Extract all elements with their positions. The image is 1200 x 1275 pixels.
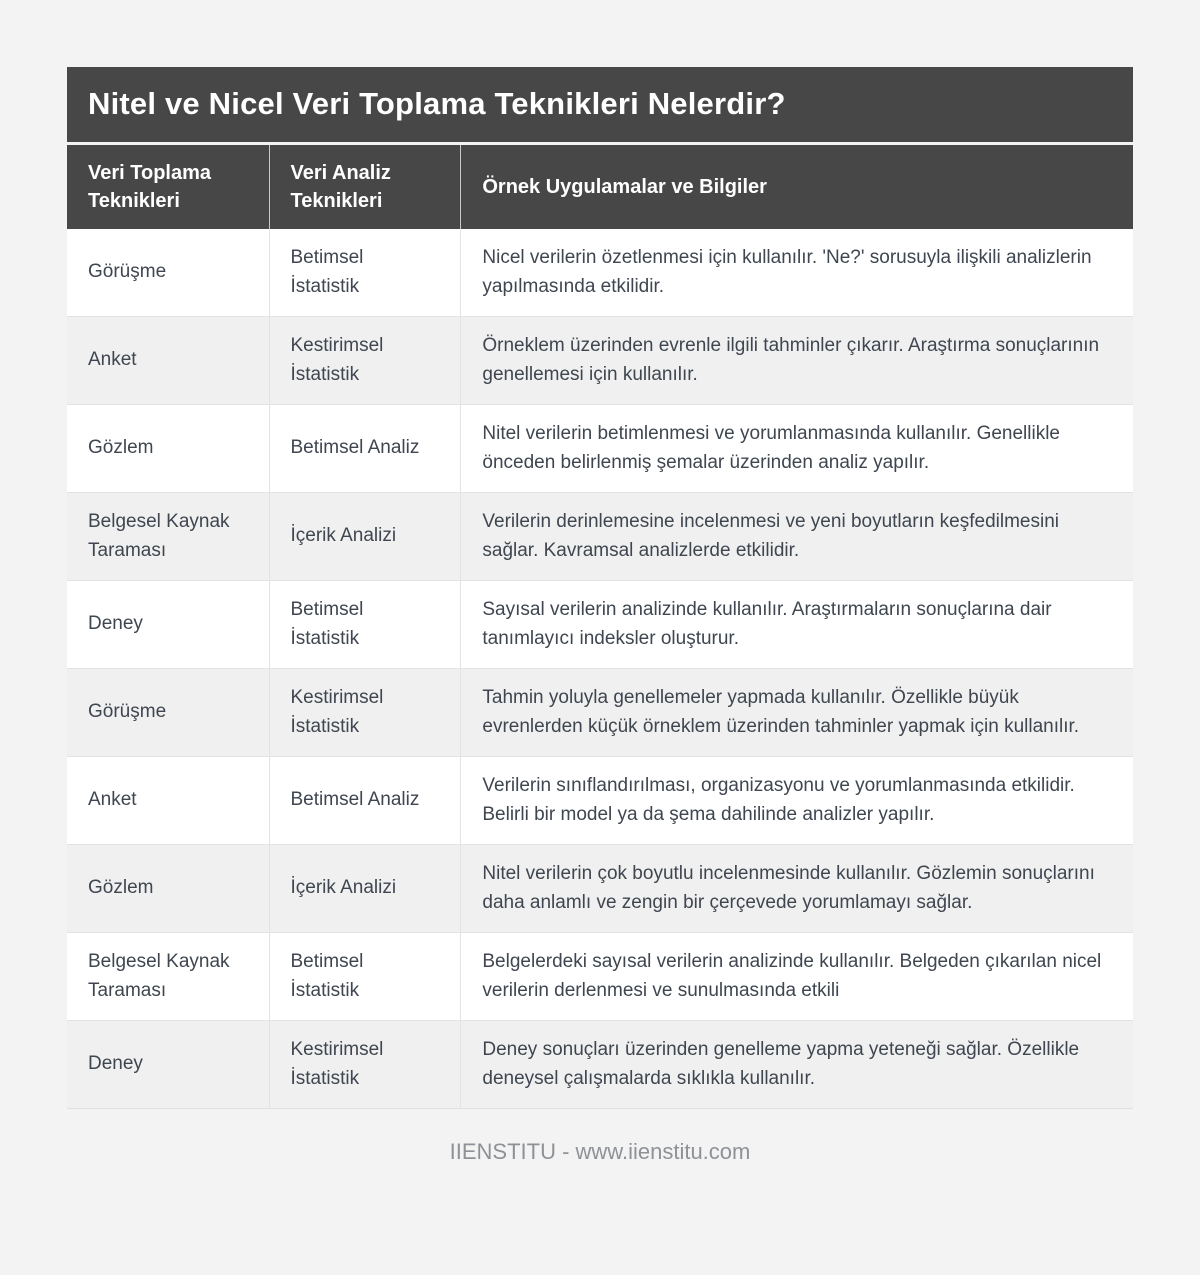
cell-details: Nitel verilerin betimlenmesi ve yorumlanmasında kullanılır. Genellikle önceden belirlenmiş şemalar üzerinden analiz yapılır.: [461, 405, 1133, 493]
column-header-collection-techniques: Veri Toplama Teknikleri: [67, 145, 269, 229]
table-row: [67, 757, 1133, 845]
cell-collection-technique: Görüşme: [67, 229, 269, 317]
cell-analysis-technique: Kestirimsel İstatistik: [269, 317, 461, 405]
cell-analysis-technique: Betimsel İstatistik: [269, 229, 461, 317]
infographic-card: [67, 67, 1133, 1109]
table-row: [67, 229, 1133, 317]
column-header-examples-info: Örnek Uygulamalar ve Bilgiler: [461, 145, 1133, 229]
page-title: Nitel ve Nicel Veri Toplama Teknikleri Nelerdir?: [67, 67, 1133, 142]
cell-collection-technique: Deney: [67, 581, 269, 669]
table-row: [67, 933, 1133, 1021]
cell-analysis-technique: İçerik Analizi: [269, 845, 461, 933]
cell-analysis-technique: Kestirimsel İstatistik: [269, 669, 461, 757]
cell-details: Sayısal verilerin analizinde kullanılır. Araştırmaların sonuçlarına dair tanımlayıcı indeksler oluşturur.: [461, 581, 1133, 669]
cell-collection-technique: Deney: [67, 1021, 269, 1109]
data-table: [67, 145, 1133, 1109]
cell-details: Nicel verilerin özetlenmesi için kullanılır. 'Ne?' sorusuyla ilişkili analizlerin yapılmasında etkilidir.: [461, 229, 1133, 317]
cell-collection-technique: Gözlem: [67, 845, 269, 933]
cell-details: Tahmin yoluyla genellemeler yapmada kullanılır. Özellikle büyük evrenlerden küçük örneklem üzerinden tahminler yapmak için kullanılır.: [461, 669, 1133, 757]
cell-details: Belgelerdeki sayısal verilerin analizinde kullanılır. Belgeden çıkarılan nicel verilerin derlenmesi ve sunulmasında etkili: [461, 933, 1133, 1021]
cell-collection-technique: Gözlem: [67, 405, 269, 493]
cell-analysis-technique: Kestirimsel İstatistik: [269, 1021, 461, 1109]
table-header-row: [67, 145, 1133, 229]
cell-details: Verilerin derinlemesine incelenmesi ve yeni boyutların keşfedilmesini sağlar. Kavramsal analizlerde etkilidir.: [461, 493, 1133, 581]
cell-collection-technique: Görüşme: [67, 669, 269, 757]
table-row: [67, 493, 1133, 581]
cell-collection-technique: Anket: [67, 317, 269, 405]
cell-details: Örneklem üzerinden evrenle ilgili tahminler çıkarır. Araştırma sonuçlarının genellemesi için kullanılır.: [461, 317, 1133, 405]
cell-details: Deney sonuçları üzerinden genelleme yapma yeteneği sağlar. Özellikle deneysel çalışmalarda sıklıkla kullanılır.: [461, 1021, 1133, 1109]
table-row: [67, 581, 1133, 669]
table-row: [67, 845, 1133, 933]
cell-details: Nitel verilerin çok boyutlu incelenmesinde kullanılır. Gözlemin sonuçlarını daha anlamlı ve zengin bir çerçevede yorumlamayı sağlar.: [461, 845, 1133, 933]
cell-analysis-technique: Betimsel Analiz: [269, 405, 461, 493]
cell-details: Verilerin sınıflandırılması, organizasyonu ve yorumlanmasında etkilidir. Belirli bir model ya da şema dahilinde analizler yapılır.: [461, 757, 1133, 845]
cell-analysis-technique: Betimsel İstatistik: [269, 581, 461, 669]
cell-collection-technique: Belgesel Kaynak Taraması: [67, 493, 269, 581]
table-row: [67, 405, 1133, 493]
table-row: [67, 317, 1133, 405]
column-header-analysis-techniques: Veri Analiz Teknikleri: [269, 145, 461, 229]
cell-analysis-technique: İçerik Analizi: [269, 493, 461, 581]
table-row: [67, 669, 1133, 757]
cell-collection-technique: Anket: [67, 757, 269, 845]
cell-analysis-technique: Betimsel İstatistik: [269, 933, 461, 1021]
footer-credit: IIENSTITU - www.iienstitu.com: [449, 1139, 751, 1164]
cell-analysis-technique: Betimsel Analiz: [269, 757, 461, 845]
cell-collection-technique: Belgesel Kaynak Taraması: [67, 933, 269, 1021]
table-row: [67, 1021, 1133, 1109]
